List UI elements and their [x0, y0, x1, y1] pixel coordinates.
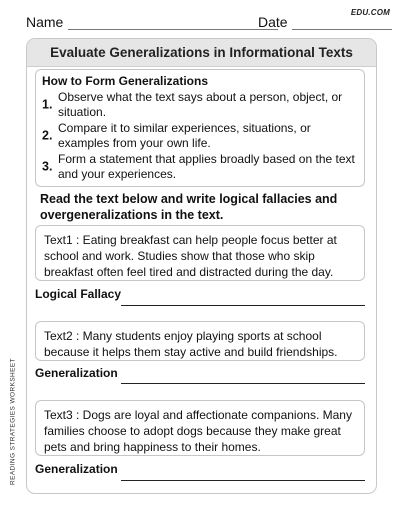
answer-line-3[interactable] — [121, 480, 365, 481]
answer-label-1: Logical Fallacy — [35, 287, 122, 301]
date-line[interactable] — [292, 29, 392, 30]
howto-title: How to Form Generalizations — [42, 74, 209, 88]
answer-label-3: Generalization — [35, 462, 118, 476]
side-label-text: READING STRATEGIES WORKSHEET — [9, 358, 17, 486]
text-passage-2: Text2 : Many students enjoy playing sports at school because it helps them stay active and build friendships. — [35, 321, 365, 361]
step-text: Form a statement that applies broadly based on the text and your experiences. — [58, 152, 355, 181]
worksheet — [26, 38, 377, 494]
howto-box — [35, 69, 365, 187]
name-label: Name — [26, 14, 64, 30]
name-line[interactable] — [68, 29, 278, 30]
answer-line-2[interactable] — [121, 383, 365, 384]
answer-line-1[interactable] — [121, 305, 365, 306]
step-text: Compare it to similar experiences, situations, or examples from your own life. — [58, 121, 311, 150]
header-row — [26, 14, 366, 32]
howto-step — [42, 90, 356, 120]
text-passage-1: Text1 : Eating breakfast can help people focus better at school and work. Studies show that those who skip breakfast often feel tired and distracted during the day. — [35, 225, 365, 281]
date-label: Date — [258, 14, 288, 30]
step-number: 2. — [42, 128, 53, 143]
step-number: 3. — [42, 159, 53, 174]
side-label — [10, 358, 17, 488]
text-passage-3: Text3 : Dogs are loyal and affectionate companions. Many families choose to adopt dogs because they make great pets and bring happiness to their homes. — [35, 400, 365, 456]
brand-logo: EDU.COM — [350, 8, 390, 17]
step-text: Observe what the text says about a person, object, or situation. — [58, 90, 343, 119]
worksheet-title: Evaluate Generalizations in Informational Texts — [27, 39, 376, 67]
instructions: Read the text below and write logical fallacies and overgeneralizations in the text. — [40, 192, 338, 222]
howto-step — [42, 152, 356, 182]
howto-step — [42, 121, 356, 151]
answer-label-2: Generalization — [35, 366, 118, 380]
step-number: 1. — [42, 97, 53, 112]
